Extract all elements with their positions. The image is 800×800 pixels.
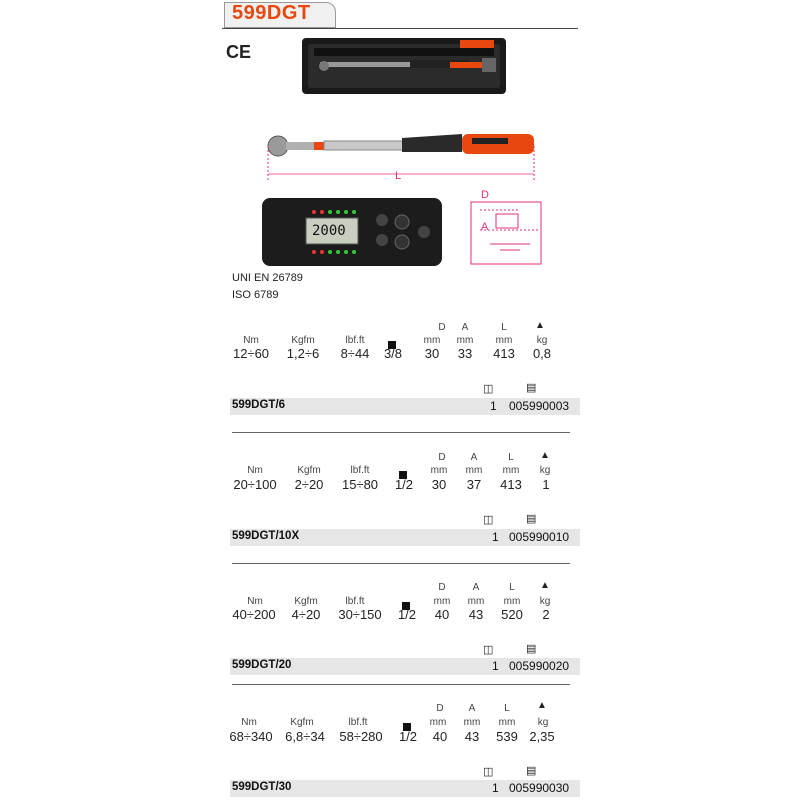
length-label: L [395, 170, 402, 182]
header-l: L [509, 582, 515, 593]
case-photo [300, 36, 510, 98]
article-number: 005990003 [509, 399, 570, 413]
ce-mark: CE [226, 42, 252, 62]
unit-a: mm [456, 335, 474, 346]
header-a: A [472, 582, 480, 593]
value-drive: 1/2 [398, 729, 418, 744]
header-nm: Nm [241, 717, 257, 728]
package-icon: ◫ [483, 766, 494, 778]
header-kgfm: Kgfm [297, 465, 321, 476]
value-kg: 0,8 [532, 346, 552, 361]
header-l: L [501, 322, 507, 333]
package-icon: ◫ [483, 514, 494, 526]
value-a: 43 [464, 729, 480, 744]
header-lbfft: lbf.ft [345, 596, 365, 607]
value-d: 30 [431, 477, 447, 492]
header-lbfft: lbf.ft [350, 465, 370, 476]
value-nm: 20÷100 [233, 477, 277, 492]
display-reading: 2000 [312, 223, 346, 239]
unit-a: mm [463, 717, 481, 728]
unit-a: mm [467, 596, 485, 607]
separator [232, 684, 570, 685]
value-nm: 12÷60 [232, 346, 270, 361]
value-kg: 2 [542, 607, 550, 622]
header-l: L [508, 452, 514, 463]
package-icon: ◫ [483, 383, 494, 395]
value-kg: 1 [542, 477, 550, 492]
value-l: 413 [500, 477, 522, 492]
value-l: 520 [501, 607, 523, 622]
product-code: 599DGT/30 [232, 781, 292, 793]
header-d: D [438, 452, 446, 463]
product-code: 599DGT/20 [232, 659, 292, 671]
article-number: 005990030 [509, 781, 570, 795]
weight-icon: ▲ [535, 320, 545, 331]
unit-d: mm [429, 717, 447, 728]
quantity: 1 [490, 399, 497, 413]
barcode-icon: ▤ [526, 513, 537, 525]
value-kg: 2,35 [529, 729, 555, 744]
value-d: 40 [434, 607, 450, 622]
header-lbfft: lbf.ft [345, 335, 365, 346]
article-number: 005990020 [509, 659, 570, 673]
value-lbfft: 30÷150 [338, 607, 382, 622]
quantity: 1 [492, 530, 499, 544]
unit-d: mm [430, 465, 448, 476]
header-a: A [461, 322, 469, 333]
unit-l: mm [503, 596, 521, 607]
value-kgfm: 6,8÷34 [285, 729, 325, 744]
separator [232, 563, 570, 564]
wrench-photo [262, 128, 542, 186]
weight-icon: ▲ [537, 700, 547, 711]
value-a: 37 [466, 477, 482, 492]
unit-l: mm [502, 465, 520, 476]
value-drive: 1/2 [397, 607, 417, 622]
value-drive: 1/2 [394, 477, 414, 492]
barcode-icon: ▤ [526, 382, 537, 394]
barcode-icon: ▤ [526, 643, 537, 655]
header-nm: Nm [247, 596, 263, 607]
value-drive: 3/8 [383, 346, 403, 361]
quantity: 1 [492, 781, 499, 795]
value-l: 539 [496, 729, 518, 744]
value-a: 43 [468, 607, 484, 622]
standard-uni: UNI EN 26789 [232, 272, 303, 284]
value-kgfm: 1,2÷6 [286, 346, 320, 361]
separator [232, 432, 570, 433]
product-code: 599DGT/10X [232, 530, 300, 542]
value-l: 413 [493, 346, 515, 361]
value-kgfm: 4÷20 [291, 607, 321, 622]
header-a: A [470, 452, 478, 463]
unit-kg: kg [536, 335, 548, 346]
product-code: 599DGT/6 [232, 399, 286, 411]
diagram-label-a: A [481, 221, 489, 233]
weight-icon: ▲ [540, 450, 550, 461]
display-closeup [262, 198, 442, 266]
header-kgfm: Kgfm [290, 717, 314, 728]
unit-kg: kg [539, 596, 551, 607]
unit-d: mm [423, 335, 441, 346]
header-nm: Nm [247, 465, 263, 476]
unit-kg: kg [539, 465, 551, 476]
value-d: 40 [432, 729, 448, 744]
value-a: 33 [457, 346, 473, 361]
value-lbfft: 8÷44 [340, 346, 370, 361]
value-d: 30 [424, 346, 440, 361]
weight-icon: ▲ [540, 580, 550, 591]
unit-a: mm [465, 465, 483, 476]
unit-d: mm [433, 596, 451, 607]
value-nm: 40÷200 [232, 607, 276, 622]
diagram-label-d: D [481, 189, 489, 201]
package-icon: ◫ [483, 644, 494, 656]
quantity: 1 [492, 659, 499, 673]
page-title: 599DGT [232, 2, 311, 24]
header-d: D [438, 322, 446, 333]
standard-iso: ISO 6789 [232, 289, 279, 301]
article-number: 005990010 [509, 530, 570, 544]
value-kgfm: 2÷20 [294, 477, 324, 492]
header-a: A [468, 703, 476, 714]
unit-l: mm [495, 335, 513, 346]
barcode-icon: ▤ [526, 765, 537, 777]
unit-kg: kg [537, 717, 549, 728]
value-nm: 68÷340 [229, 729, 273, 744]
header-d: D [438, 582, 446, 593]
value-lbfft: 58÷280 [339, 729, 383, 744]
header-kgfm: Kgfm [294, 596, 318, 607]
header-lbfft: lbf.ft [348, 717, 368, 728]
value-lbfft: 15÷80 [341, 477, 379, 492]
header-d: D [436, 703, 444, 714]
header-l: L [504, 703, 510, 714]
header-nm: Nm [243, 335, 259, 346]
header-kgfm: Kgfm [291, 335, 315, 346]
unit-l: mm [498, 717, 516, 728]
